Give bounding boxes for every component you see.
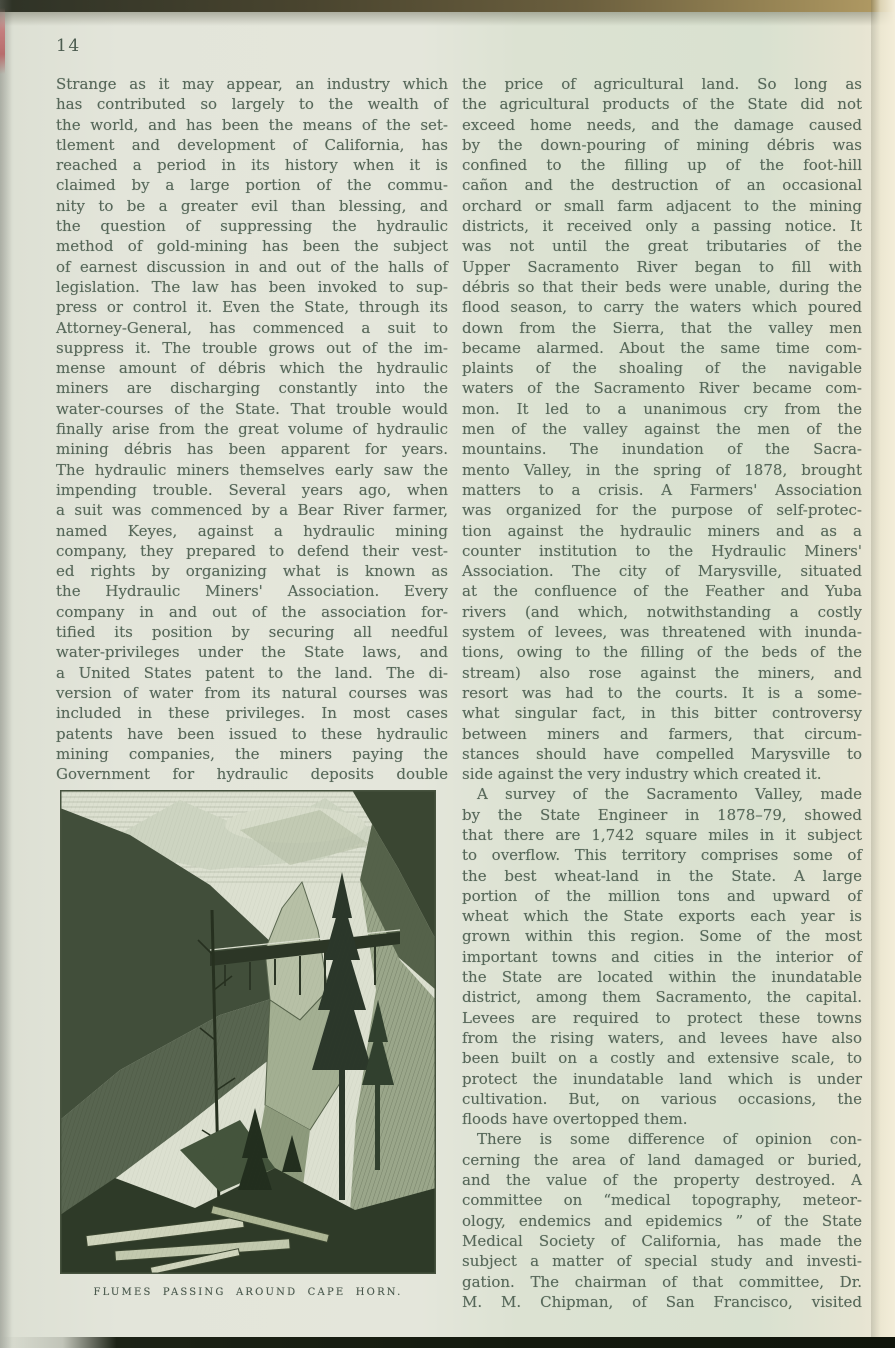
text-line: by the down-pouring of mining débris was	[462, 135, 862, 154]
photo-edge-top-shadow	[0, 12, 895, 26]
text-line: company, they prepared to defend their vest-	[56, 541, 448, 560]
photo-edge-bottom	[0, 1337, 895, 1348]
text-line: tified its position by securing all needful	[56, 623, 448, 642]
text-line: the best wheat-land in the State. A large	[462, 866, 862, 885]
text-line: mining débris has been apparent for years.	[56, 440, 448, 459]
illustration-caption: FLUMES PASSING AROUND CAPE HORN.	[93, 1287, 403, 1298]
text-line: protect the inundatable land which is under	[462, 1069, 862, 1088]
text-line: the question of suppressing the hydraulic	[56, 217, 448, 236]
text-line: side against the very industry which created it.	[462, 765, 822, 784]
text-line: press or control it. Even the State, through its	[56, 298, 448, 317]
text-line: version of water from its natural courses was	[56, 683, 448, 702]
text-line: tions, owing to the filling of the beds of the	[462, 643, 862, 662]
text-line: water-privileges under the State laws, and	[56, 643, 448, 662]
photo-edge-top	[0, 0, 895, 12]
text-line: the price of agricultural land. So long as	[462, 75, 862, 93]
text-line: exceed home needs, and the damage caused	[462, 115, 862, 134]
text-line: counter institution to the Hydraulic Miners'	[462, 541, 862, 560]
text-line: waters of the Sacramento River became com-	[462, 379, 862, 398]
text-line: The hydraulic miners themselves early saw the	[56, 460, 448, 479]
text-line: between miners and farmers, that circum-	[462, 724, 862, 743]
text-line: There is some difference of opinion con-	[477, 1130, 862, 1149]
text-line: important towns and cities in the interior of	[462, 947, 862, 966]
text-line: Association. The city of Marysville, situated	[462, 562, 862, 581]
text-line: cerning the area of land damaged or buried,	[462, 1150, 862, 1169]
text-line: committee on “medical topography, meteor-	[462, 1191, 862, 1210]
text-line: matters to a crisis. A Farmers' Association	[462, 480, 862, 499]
page-edge-right	[871, 0, 895, 1348]
text-line: wheat which the State exports each year is	[462, 907, 862, 926]
text-line: ed rights by organizing what is known as	[56, 562, 448, 581]
text-line: cañon and the destruction of an occasional	[462, 176, 862, 195]
text-line: a United States patent to the land. The di-	[56, 663, 448, 682]
text-line: mon. It led to a unanimous cry from the	[462, 399, 862, 418]
text-line: Attorney-General, has commenced a suit to	[56, 318, 448, 337]
text-line: a suit was commenced by a Bear River farmer,	[56, 501, 448, 520]
text-line: cultivation. But, on various occasions, the	[462, 1089, 862, 1108]
text-line: and the value of the property destroyed. A	[462, 1171, 862, 1190]
text-line: was not until the great tributaries of the	[462, 237, 862, 256]
text-line: mining companies, the miners paying the	[56, 744, 448, 763]
text-line: system of levees, was threatened with inunda-	[462, 623, 862, 642]
text-line: by the State Engineer in 1878–79, showed	[462, 805, 862, 824]
text-line: the State are located within the inundatable	[462, 968, 862, 987]
text-line: finally arise from the great volume of hydraulic	[56, 420, 448, 439]
text-line: flood season, to carry the waters which poured	[462, 298, 862, 317]
text-line: suppress it. The trouble grows out of the im-	[56, 338, 448, 357]
text-line: Medical Society of California, has made the	[462, 1231, 862, 1250]
text-line: grown within this region. Some of the most	[462, 927, 862, 946]
text-line: men of the valley against the men of the	[462, 420, 862, 439]
text-line: what singular fact, in this bitter controversy	[462, 704, 862, 723]
text-line: orchard or small farm adjacent to the mining	[462, 196, 862, 215]
text-line: named Keyes, against a hydraulic mining	[56, 521, 448, 540]
text-line: débris so that their beds were unable, during the	[462, 277, 862, 296]
text-line: legislation. The law has been invoked to sup-	[56, 277, 448, 296]
text-line: mense amount of débris which the hydraulic	[56, 359, 448, 378]
text-line: stances should have compelled Marysville to	[462, 744, 862, 763]
text-line: resort was had to the courts. It is a some-	[462, 683, 862, 702]
text-line: mountains. The inundation of the Sacra-	[462, 440, 862, 459]
text-line: the Hydraulic Miners' Association. Every	[56, 582, 448, 601]
text-line: subject a matter of special study and investi-	[462, 1252, 862, 1271]
text-line: mento Valley, in the spring of 1878, brought	[462, 460, 862, 479]
text-line: down from the Sierra, that the valley men	[462, 318, 862, 337]
page-number: 14	[56, 36, 81, 56]
text-line: reached a period in its history when it is	[56, 156, 448, 175]
text-line: portion of the million tons and upward of	[462, 886, 862, 905]
text-line: claimed by a large portion of the commu-	[56, 176, 448, 195]
text-line: became alarmed. About the same time com-	[462, 338, 862, 357]
right-text-column	[462, 74, 862, 1312]
text-line: from the rising waters, and levees have also	[462, 1028, 862, 1047]
text-line: Strange as it may appear, an industry which	[56, 75, 448, 93]
text-line: been built on a costly and extensive scale, to	[462, 1049, 862, 1068]
text-line: nity to be a greater evil than blessing, and	[56, 196, 448, 215]
text-line: ology, endemics and epidemics ” of the State	[462, 1211, 862, 1230]
text-line: impending trouble. Several years ago, when	[56, 480, 448, 499]
text-line: Levees are required to protect these towns	[462, 1008, 862, 1027]
text-line: tlement and development of California, has	[56, 135, 448, 154]
text-line: A survey of the Sacramento Valley, made	[477, 785, 862, 804]
left-text-column	[56, 74, 448, 784]
text-line: tion against the hydraulic miners and as a	[462, 521, 862, 540]
text-line: water-courses of the State. That trouble would	[56, 399, 448, 418]
text-line: plaints of the shoaling of the navigable	[462, 359, 862, 378]
text-line: gation. The chairman of that committee, Dr.	[462, 1272, 862, 1291]
text-line: districts, it received only a passing notice. It	[462, 217, 862, 236]
text-line: has contributed so largely to the wealth of	[56, 95, 448, 114]
text-line: rivers (and which, notwithstanding a costly	[462, 602, 862, 621]
text-line: method of gold-mining has been the subject	[56, 237, 448, 256]
text-line: of earnest discussion in and out of the halls of	[56, 257, 448, 276]
page-edge-left	[0, 0, 12, 1348]
text-line: company in and out of the association for-	[56, 602, 448, 621]
text-line: miners are discharging constantly into the	[56, 379, 448, 398]
text-line: stream) also rose against the miners, and	[462, 663, 862, 682]
flume-engraving-svg	[60, 790, 436, 1274]
text-line: to overflow. This territory comprises some of	[462, 846, 862, 865]
text-line: Government for hydraulic deposits double	[56, 765, 448, 784]
text-line: district, among them Sacramento, the capital.	[462, 988, 862, 1007]
text-line: was organized for the purpose of self-protec-	[462, 501, 862, 520]
photo-edge-red-sliver	[0, 8, 5, 74]
text-line: patents have been issued to these hydraulic	[56, 724, 448, 743]
text-line: M. M. Chipman, of San Francisco, visited	[462, 1292, 862, 1311]
text-line: at the confluence of the Feather and Yuba	[462, 582, 862, 601]
flume-illustration	[60, 790, 436, 1274]
text-line: that there are 1,742 square miles in it subject	[462, 825, 862, 844]
text-line: floods have overtopped them.	[462, 1110, 688, 1129]
text-line: the agricultural products of the State did not	[462, 95, 862, 114]
text-line: the world, and has been the means of the set-	[56, 115, 448, 134]
text-line: included in these privileges. In most cases	[56, 704, 448, 723]
text-line: Upper Sacramento River began to fill with	[462, 257, 862, 276]
text-line: confined to the filling up of the foot-hill	[462, 156, 862, 175]
